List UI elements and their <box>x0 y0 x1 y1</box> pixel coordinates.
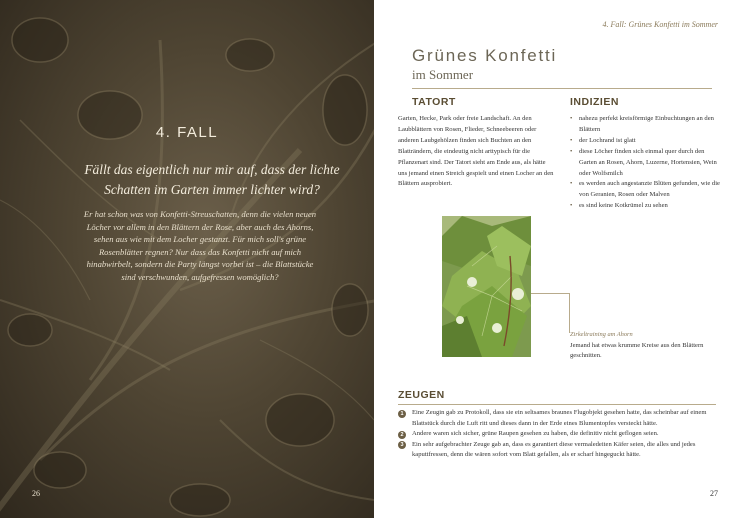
witness-text: Eine Zeugin gab zu Protokoll, dass sie ein seltsames braunes Flugobjekt gesehen hatte, das scheinbar auf einem Blattstück durch die Luft ritt und dieses dann in der Erde eines Blumentopfes versteckt hätte. <box>412 409 707 427</box>
page-number-left: 26 <box>32 489 40 498</box>
witness-text: Ein sehr aufgebrachter Zeuge gab an, dass es garantiert diese vermaledeiten Käfer seien, die alles und jedes kaputtfressen, denn die wären sofort vom Blatt gefallen, als er scharf hingeguckt hätte. <box>412 440 696 459</box>
title-divider <box>412 88 712 89</box>
running-header: 4. Fall: Grünes Konfetti im Sommer <box>602 20 718 29</box>
tatort-heading: TATORT <box>412 96 456 108</box>
page-number-right: 27 <box>710 489 718 498</box>
photo-caption-title: Zirkeltraining am Ahorn <box>570 331 633 338</box>
clue-item: • diese Löcher finden sich einmal quer durch den Garten an Rosen, Ahorn, Luzerne, Hortensien, Wein oder Wolfsmilch <box>570 147 720 180</box>
page-title: Grünes Konfetti <box>412 46 558 65</box>
tatort-text: Garten, Hecke, Park oder freie Landschaft. An den Laubblättern von Rosen, Flieder, Schneebeeren oder anderen Laubgehölzen finden sich Buchten an den Blatträndern, die eindeutig nicht arttypisch für die Pflanzenart sind. Der Tatort sieht am Ende aus, als hätte uns jemand einen Streich gespielt und einen Locher an den Blättern ausprobiert. <box>398 115 554 188</box>
witness-item <box>398 408 720 429</box>
clue-item: • es werden auch angestanzte Blüten gefunden, wie die von Geranien, Rosen oder Malven <box>570 179 720 201</box>
zeugen-divider <box>398 404 716 405</box>
case-title: 4. FALL <box>155 124 219 141</box>
left-page <box>0 0 374 518</box>
caption-callout-line <box>531 293 569 294</box>
case-question: Fällt das eigentlich nur mir auf, dass der lichte Schatten im Garten immer lichter wird? <box>84 162 340 197</box>
number-badge: 1 <box>398 410 406 418</box>
case-intro-text: Er hat schon was von Konfetti-Streuschatten, denn die vielen neuen Löcher vor allem in den Blättern der Rose, aber auch des Ahorns, sehen aus wie mit dem Locher gestanzt. Für mich soll's grüne Rosenblätter regnen? Nur dass das Konfetti nicht auf mich hinabwirbelt, sondern die Party längst vorbei ist – die Blattstücke sind verschwunden, aufgefressen womöglich? <box>83 209 317 282</box>
right-page <box>374 0 750 518</box>
zeugen-list <box>398 408 720 461</box>
witness-item <box>398 429 720 440</box>
witness-item <box>398 440 720 461</box>
witness-text: Andere waren sich sicher, grüne Raupen gesehen zu haben, die definitiv nicht geflogen seien. <box>412 430 659 438</box>
photo-caption-text: Jemand hat etwas krumme Kreise aus den Blättern geschnitten. <box>570 342 704 359</box>
indizien-heading: INDIZIEN <box>570 96 619 108</box>
maple-leaf-photo <box>442 216 531 357</box>
clue-item: • es sind keine Kotkrümel zu sehen <box>570 201 720 212</box>
number-badge: 2 <box>398 431 406 439</box>
clue-item: • nahezu perfekt kreisförmige Einbuchtungen an den Blättern <box>570 114 720 136</box>
caption-callout-line-vertical <box>569 293 570 333</box>
page-subtitle: im Sommer <box>412 67 474 82</box>
indizien-list <box>570 114 720 212</box>
zeugen-heading: ZEUGEN <box>398 389 445 401</box>
clue-item: • der Lochrand ist glatt <box>570 136 720 147</box>
number-badge: 3 <box>398 441 406 449</box>
